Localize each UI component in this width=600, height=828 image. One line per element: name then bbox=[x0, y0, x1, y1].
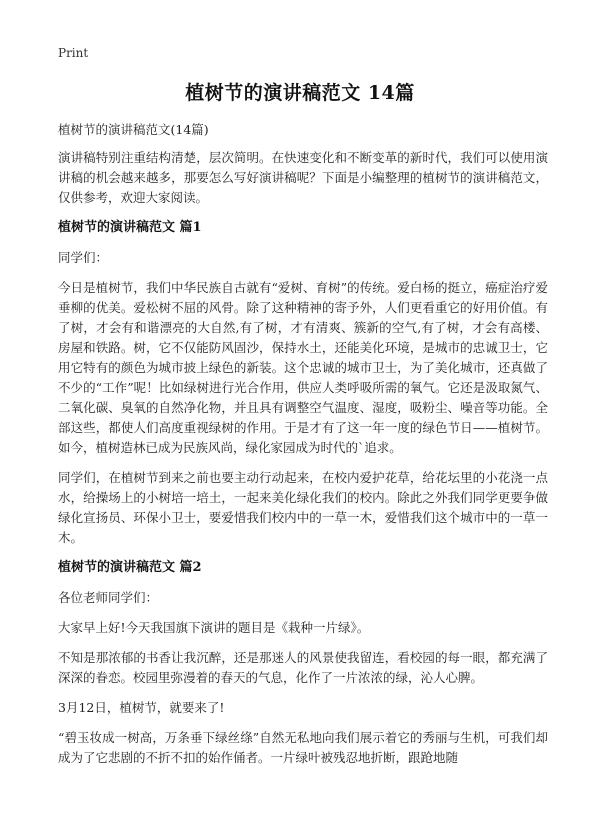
section-heading-2: 植树节的演讲稿范文 篇2 bbox=[58, 560, 202, 575]
document-subtitle: 植树节的演讲稿范文(14篇) bbox=[58, 122, 209, 137]
section2-greeting: 各位老师同学们： bbox=[58, 590, 159, 605]
document-body bbox=[58, 120, 548, 778]
section2-paragraph-1: 大家早上好!今天我国旗下演讲的题目是《栽种一片绿》。 bbox=[58, 620, 370, 635]
section1-paragraph-1: 今日是植树节，我们中华民族自古就有“爱树、育树”的传统。爱白杨的挺立，癌症治疗爱垂柳的优美。爱松树不屈的风骨。除了这种精神的寄予外，人们更看重它的好用价值。有了树，才会有和谐漂亮的大自然,有了树，才有清爽、簇新的空气,有了树，才会有高楼、房屋和铁路。树，它不仅能防风固沙，保持水土，还能美化环境，是城市的忠诚卫士，它用它特有的颜色为城市披上绿色的新装。这个忠诚的城市卫士，为了美化城市，还真做了不少的“工作”呢！比如绿树进行光合作用，供应人类呼吸所需的氧气。它还是汲取氮气、二氧化碳、臭氧的自然净化物，并且具有调整空气温度、湿度，吸粉尘、噪音等功能。全部这些，都使人们高度重视绿树的作用。于是才有了这一年一度的绿色节日——植树节。如今，植树造林已成为民族风尚，绿化家园成为时代的`追求。 bbox=[58, 280, 548, 455]
intro-paragraph: 演讲稿特别注重结构清楚，层次简明。在快速变化和不断变革的新时代，我们可以使用演讲稿的机会越来越多，那要怎么写好演讲稿呢？下面是小编整理的植树节的演讲稿范文，仅供参考，欢迎大家阅读。 bbox=[58, 150, 548, 205]
section-heading-1: 植树节的演讲稿范文 篇1 bbox=[58, 220, 202, 235]
section1-greeting: 同学们： bbox=[58, 250, 109, 265]
section2-paragraph-2: 不知是那浓郁的书香让我沉醉，还是那迷人的风景使我留连，看校园的每一眼，都充满了深深的眷恋。校园里弥漫着的春天的气息，化作了一片浓浓的绿，沁人心脾。 bbox=[58, 650, 548, 685]
print-label[interactable]: Print bbox=[58, 46, 89, 60]
section1-paragraph-2: 同学们，在植树节到来之前也要主动行动起来，在校内爱护花草，给花坛里的小花浇一点水，给操场上的小树培一培土，一起来美化绿化我们的校内。除此之外我们同学更要争做绿化宣扬员、环保小卫士，要爱惜我们校内中的一草一木，爱惜我们这个城市中的一草一木。 bbox=[58, 470, 548, 545]
page-title: 植树节的演讲稿范文 14篇 bbox=[185, 82, 415, 104]
section2-paragraph-4: “碧玉妆成一树高，万条垂下绿丝绦”自然无私地向我们展示着它的秀丽与生机，可我们却成为了它悲剧的不折不扣的始作俑者。一片绿叶被残忍地折断，跟跄地随 bbox=[58, 730, 548, 765]
section2-paragraph-3: 3月12日，植树节，就要来了! bbox=[58, 700, 225, 715]
